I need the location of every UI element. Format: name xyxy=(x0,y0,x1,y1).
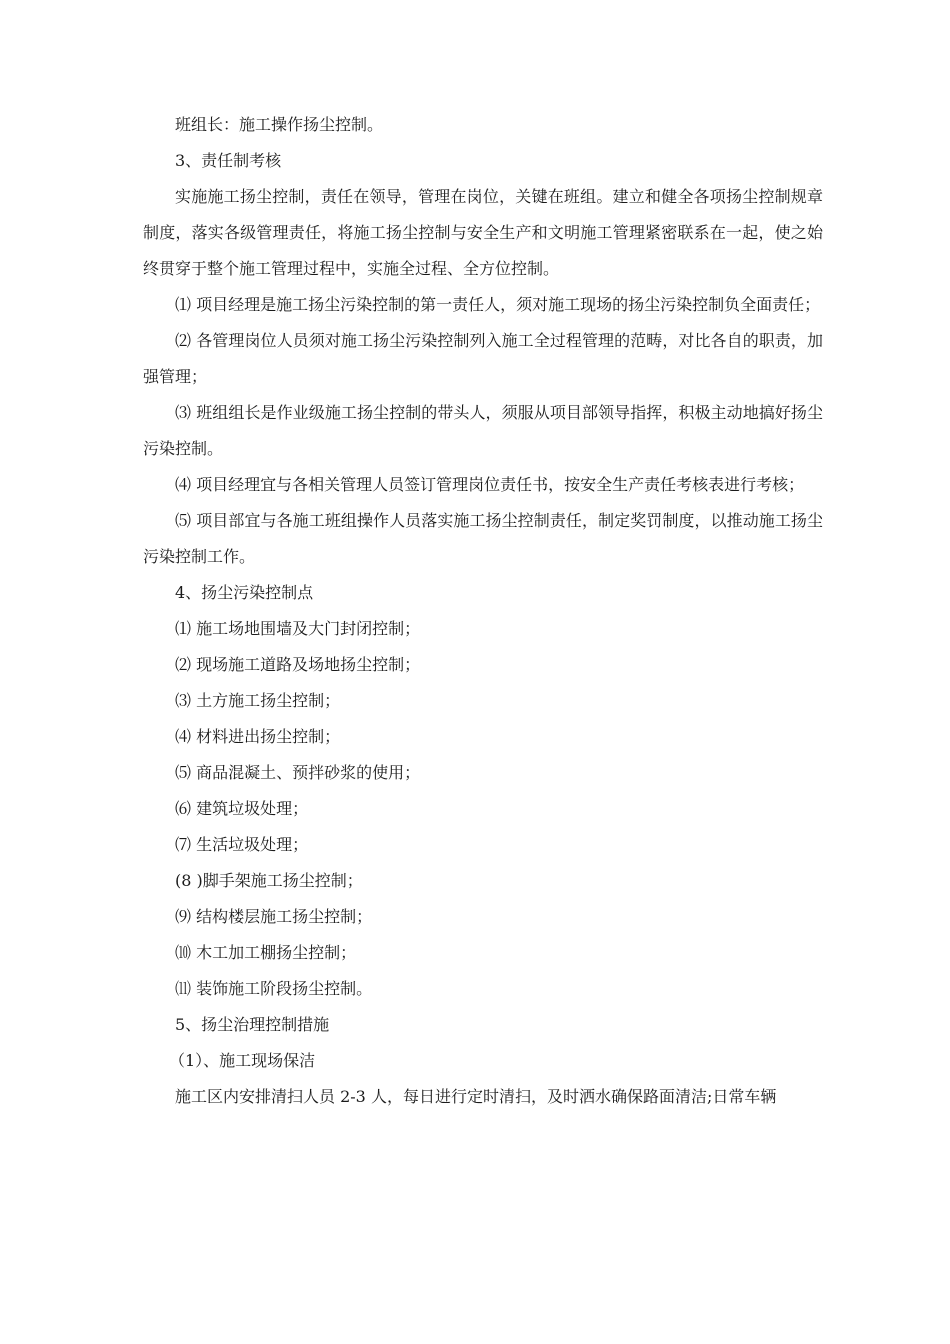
list-item: ⑽ 木工加工棚扬尘控制； xyxy=(175,943,357,962)
list-item: ⑸ 项目部宜与各施工班组操作人员落实施工扬尘控制责任，制定奖罚制度，以推动施工扬尘污染控制工作。 xyxy=(143,511,823,566)
paragraph: 施工区内安排清扫人员 2-3 人，每日进行定时清扫，及时洒水确保路面清洁;日常车辆 xyxy=(175,1087,777,1106)
list-item: ⑼ 结构楼层施工扬尘控制； xyxy=(175,907,373,926)
section-heading: 3、责任制考核 xyxy=(175,151,282,170)
paragraph: 班组长：施工操作扬尘控制。 xyxy=(175,115,384,134)
list-item: ⑵ 各管理岗位人员须对施工扬尘污染控制列入施工全过程管理的范畴，对比各自的职责，加强管理； xyxy=(143,331,823,386)
paragraph: 实施施工扬尘控制，责任在领导，管理在岗位，关键在班组。建立和健全各项扬尘控制规章制度，落实各级管理责任，将施工扬尘控制与安全生产和文明施工管理紧密联系在一起，使之始终贯穿于整个施工管理过程中，实施全过程、全方位控制。 xyxy=(143,187,823,278)
list-item: ⑾ 装饰施工阶段扬尘控制。 xyxy=(175,979,373,998)
list-item: ⑶ 班组组长是作业级施工扬尘控制的带头人，须服从项目部领导指挥，积极主动地搞好扬尘污染控制。 xyxy=(143,403,823,458)
list-item: ⑷ 项目经理宜与各相关管理人员签订管理岗位责任书，按安全生产责任考核表进行考核； xyxy=(175,475,805,494)
subsection-heading: （1）、施工现场保洁 xyxy=(169,1051,316,1070)
list-item: ⑶ 土方施工扬尘控制； xyxy=(175,691,341,710)
section-heading: 5、扬尘治理控制措施 xyxy=(175,1015,330,1034)
section-heading: 4、扬尘污染控制点 xyxy=(175,583,314,602)
list-item: (8 )脚手架施工扬尘控制； xyxy=(175,871,363,890)
list-item: ⑷ 材料进出扬尘控制； xyxy=(175,727,341,746)
list-item: ⑸ 商品混凝土、预拌砂浆的使用； xyxy=(175,763,421,782)
list-item: ⑹ 建筑垃圾处理； xyxy=(175,799,309,818)
document-body xyxy=(143,107,823,1115)
list-item: ⑴ 项目经理是施工扬尘污染控制的第一责任人，须对施工现场的扬尘污染控制负全面责任； xyxy=(175,295,821,314)
list-item: ⑵ 现场施工道路及场地扬尘控制； xyxy=(175,655,421,674)
list-item: ⑺ 生活垃圾处理； xyxy=(175,835,309,854)
list-item: ⑴ 施工场地围墙及大门封闭控制； xyxy=(175,619,421,638)
